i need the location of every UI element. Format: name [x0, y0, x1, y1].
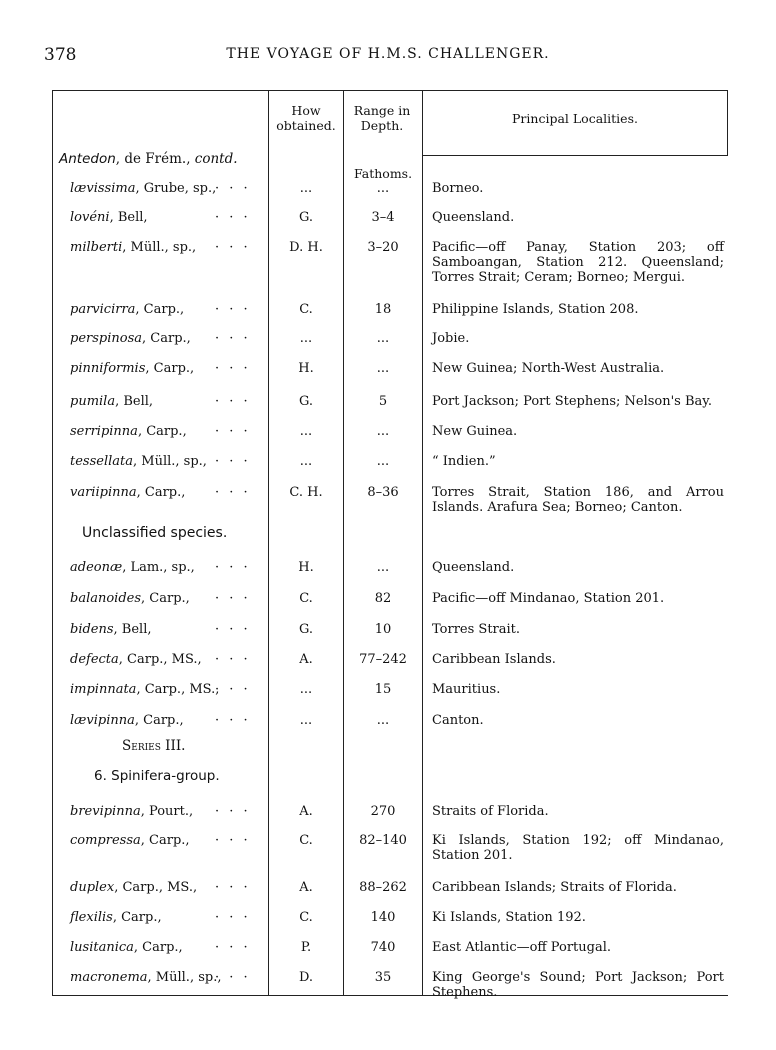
running-head: THE VOYAGE OF H.M.S. CHALLENGER. — [226, 46, 550, 62]
localities: East Atlantic—off Portugal. — [432, 940, 612, 955]
how-obtained: C. — [299, 302, 313, 317]
depth-range: ... — [376, 713, 390, 728]
how-obtained: A. — [299, 652, 313, 667]
table-header-rule — [422, 155, 728, 156]
species-name: pumila, Bell, — [70, 394, 154, 409]
localities: Straits of Florida. — [432, 804, 549, 819]
column-header-range: Range in Depth. — [353, 103, 411, 133]
depth-range: 8–36 — [367, 485, 399, 500]
how-obtained: H. — [298, 560, 314, 575]
col-divider-localities — [422, 90, 423, 995]
species-name: tessellata, Müll., sp., — [70, 454, 207, 469]
leader-dots: · · · — [215, 210, 251, 225]
how-obtained: ... — [299, 682, 313, 697]
species-name: duplex, Carp., MS., — [70, 880, 198, 895]
localities: Queensland. — [432, 560, 515, 575]
leader-dots: · · · — [215, 622, 251, 637]
depth-range: 140 — [370, 910, 396, 925]
localities: Ki Islands, Station 192. — [432, 910, 586, 925]
localities: New Guinea; North-West Australia. — [432, 361, 665, 376]
localities: Pacific—off Panay, Station 203; off Samboangan, Station 212. Queensland; Torres Strait; Ceram; Borneo; Mergui. — [432, 240, 724, 285]
unclassified-heading: Unclassified species. — [82, 525, 228, 541]
species-name: milberti, Müll., sp., — [70, 240, 197, 255]
depth-range: 77–242 — [359, 652, 407, 667]
col-divider-how — [268, 90, 269, 995]
genus-heading: Antedon, de Frém., contd. — [59, 151, 238, 167]
localities: Philippine Islands, Station 208. — [432, 302, 639, 317]
localities: Borneo. — [432, 181, 484, 196]
localities: King George's Sound; Port Jackson; Port Stephens. — [432, 970, 724, 1000]
depth-range: ... — [376, 331, 390, 346]
species-name: defecta, Carp., MS., — [70, 652, 202, 667]
table-top-rule — [52, 90, 728, 91]
species-name: brevipinna, Pourt., — [70, 804, 194, 819]
localities: Canton. — [432, 713, 484, 728]
localities: “ Indien.” — [432, 454, 496, 469]
column-header-how: How obtained. — [276, 103, 336, 133]
depth-range: 82–140 — [359, 833, 407, 848]
depth-range: 88–262 — [359, 880, 407, 895]
leader-dots: · · · — [215, 394, 251, 409]
depth-range: ... — [376, 181, 390, 196]
depth-range: 5 — [378, 394, 388, 409]
species-name: lusitanica, Carp., — [70, 940, 183, 955]
localities: Pacific—off Mindanao, Station 201. — [432, 591, 665, 606]
leader-dots: · · · — [215, 804, 251, 819]
how-obtained: C. — [299, 910, 313, 925]
depth-range: 3–4 — [371, 210, 395, 225]
col-divider-range — [343, 90, 344, 995]
species-name: variipinna, Carp., — [70, 485, 186, 500]
species-name: impinnata, Carp., MS., — [70, 682, 220, 697]
how-obtained: A. — [299, 804, 313, 819]
how-obtained: ... — [299, 713, 313, 728]
how-obtained: C. — [299, 591, 313, 606]
table-left-border — [52, 90, 53, 995]
leader-dots: · · · — [215, 454, 251, 469]
how-obtained: C. — [299, 833, 313, 848]
species-name: adeonæ, Lam., sp., — [70, 560, 195, 575]
leader-dots: · · · — [215, 833, 251, 848]
species-name: serripinna, Carp., — [70, 424, 187, 439]
leader-dots: · · · — [215, 652, 251, 667]
leader-dots: · · · — [215, 485, 251, 500]
localities: Caribbean Islands; Straits of Florida. — [432, 880, 677, 895]
leader-dots: · · · — [215, 240, 251, 255]
depth-range: 82 — [374, 591, 392, 606]
leader-dots: · · · — [215, 331, 251, 346]
depth-range: ... — [376, 454, 390, 469]
how-obtained: G. — [298, 622, 314, 637]
leader-dots: · · · — [215, 591, 251, 606]
species-name: lovéni, Bell, — [70, 210, 148, 225]
column-header-localities: Principal Localities. — [512, 111, 638, 126]
how-obtained: ... — [299, 331, 313, 346]
page-number: 378 — [44, 45, 77, 65]
fathoms-label: Fathoms. — [353, 166, 413, 181]
how-obtained: D. H. — [289, 240, 323, 255]
species-name: parvicirra, Carp., — [70, 302, 185, 317]
depth-range: 270 — [370, 804, 396, 819]
depth-range: 15 — [374, 682, 392, 697]
how-obtained: ... — [299, 424, 313, 439]
depth-range: 10 — [374, 622, 392, 637]
depth-range: ... — [376, 424, 390, 439]
localities: Mauritius. — [432, 682, 501, 697]
how-obtained: H. — [298, 361, 314, 376]
localities: Queensland. — [432, 210, 515, 225]
species-name: flexilis, Carp., — [70, 910, 162, 925]
leader-dots: · · · — [215, 713, 251, 728]
species-name: macronema, Müll., sp., — [70, 970, 222, 985]
leader-dots: · · · — [215, 560, 251, 575]
localities: Jobie. — [432, 331, 470, 346]
leader-dots: · · · — [215, 302, 251, 317]
species-name: bidens, Bell, — [70, 622, 152, 637]
leader-dots: · · · — [215, 181, 251, 196]
localities: Port Jackson; Port Stephens; Nelson's Bay. — [432, 394, 713, 409]
leader-dots: · · · — [215, 970, 251, 985]
species-name: pinniformis, Carp., — [70, 361, 195, 376]
leader-dots: · · · — [215, 940, 251, 955]
series-heading: Series III. — [122, 738, 186, 754]
leader-dots: · · · — [215, 880, 251, 895]
localities: Torres Strait. — [432, 622, 521, 637]
depth-range: 740 — [370, 940, 396, 955]
localities: Ki Islands, Station 192; off Mindanao, Station 201. — [432, 833, 724, 863]
localities: New Guinea. — [432, 424, 518, 439]
table-right-border — [727, 90, 728, 156]
depth-range: ... — [376, 361, 390, 376]
how-obtained: D. — [298, 970, 314, 985]
how-obtained: P. — [300, 940, 312, 955]
how-obtained: G. — [298, 394, 314, 409]
localities: Caribbean Islands. — [432, 652, 556, 667]
depth-range: ... — [376, 560, 390, 575]
depth-range: 3–20 — [367, 240, 399, 255]
species-name: lævipinna, Carp., — [70, 713, 184, 728]
species-name: lævissima, Grube, sp., — [70, 181, 217, 196]
leader-dots: · · · — [215, 424, 251, 439]
localities: Torres Strait, Station 186, and Arrou Islands. Arafura Sea; Borneo; Canton. — [432, 485, 724, 515]
how-obtained: ... — [299, 181, 313, 196]
leader-dots: · · · — [215, 910, 251, 925]
how-obtained: G. — [298, 210, 314, 225]
spinifera-group-heading: 6. Spinifera-group. — [94, 768, 220, 784]
how-obtained: ... — [299, 454, 313, 469]
leader-dots: · · · — [215, 361, 251, 376]
depth-range: 35 — [374, 970, 392, 985]
species-name: perspinosa, Carp., — [70, 331, 191, 346]
species-name: compressa, Carp., — [70, 833, 190, 848]
how-obtained: C. H. — [289, 485, 323, 500]
how-obtained: A. — [299, 880, 313, 895]
species-name: balanoides, Carp., — [70, 591, 190, 606]
depth-range: 18 — [374, 302, 392, 317]
leader-dots: · · · — [215, 682, 251, 697]
